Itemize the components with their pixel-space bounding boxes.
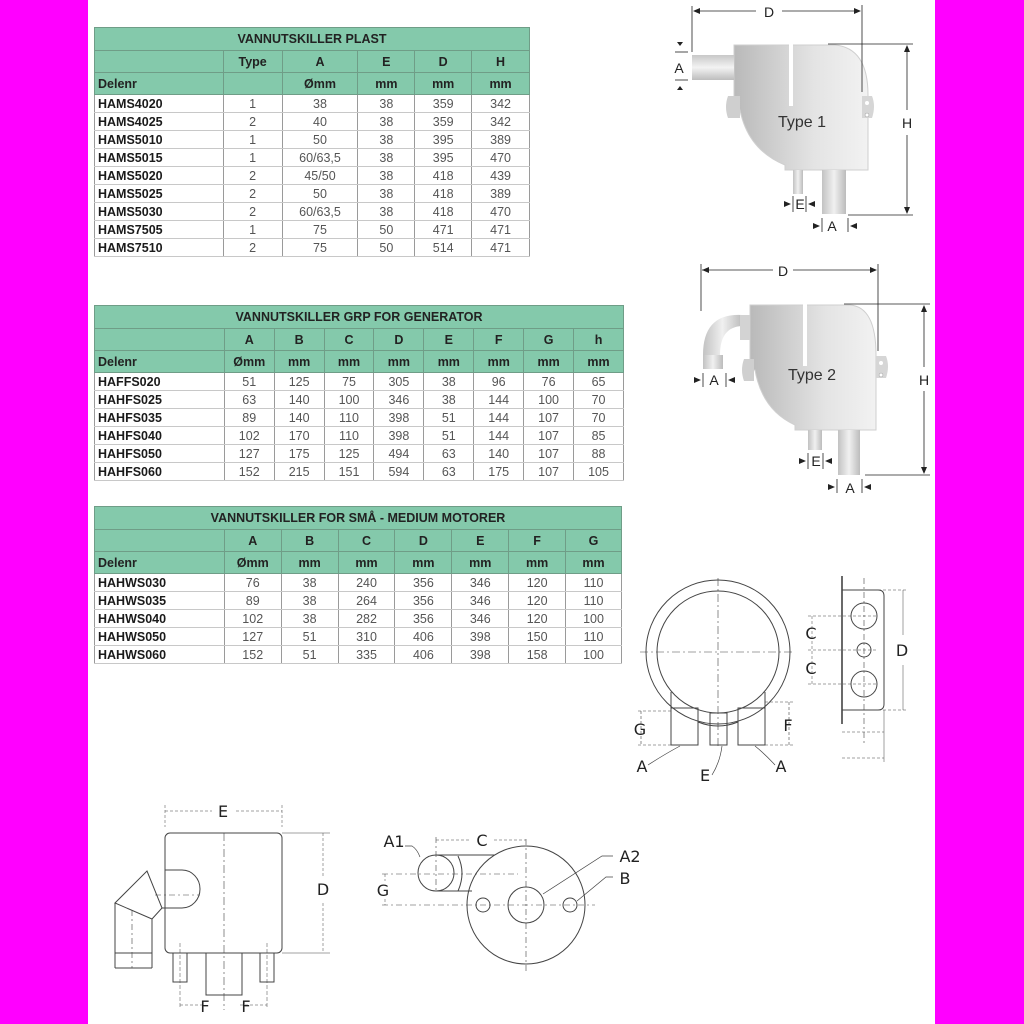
table-cell: 63: [424, 445, 474, 463]
table-cell: 170: [274, 427, 324, 445]
dim-d: D: [777, 263, 789, 279]
table-cell: 38: [358, 149, 415, 167]
header-delenr: Delenr: [95, 351, 225, 373]
table-cell: 89: [224, 409, 274, 427]
part-number: HAMS7510: [95, 239, 224, 257]
table-cell: 406: [395, 628, 452, 646]
table-cell: 398: [374, 409, 424, 427]
table-cell: 418: [415, 203, 472, 221]
column-unit: mm: [415, 73, 472, 95]
column-unit: mm: [324, 351, 374, 373]
table-cell: 406: [395, 646, 452, 664]
table-cell: 38: [358, 113, 415, 131]
table-cell: 127: [224, 445, 274, 463]
label-f-right: F: [241, 997, 251, 1016]
table-title: VANNUTSKILLER FOR SMÅ - MEDIUM MOTORER: [95, 507, 622, 530]
table-cell: 494: [374, 445, 424, 463]
column-unit: [223, 73, 282, 95]
table-cell: 240: [338, 574, 395, 592]
table-cell: 50: [282, 185, 358, 203]
table-row: [95, 391, 624, 409]
column-unit: mm: [509, 552, 566, 574]
table-cell: 395: [415, 149, 472, 167]
table-cell: 89: [224, 592, 281, 610]
part-number: HAMS5020: [95, 167, 224, 185]
table-row: [95, 221, 530, 239]
table-row: [95, 574, 622, 592]
table-vannutskiller-grp-generator: [94, 305, 624, 481]
table-row: [95, 185, 530, 203]
table-row: [95, 149, 530, 167]
table-cell: 110: [566, 574, 622, 592]
table-cell: 107: [524, 463, 574, 481]
table-cell: 38: [281, 610, 338, 628]
label-c: C: [476, 831, 488, 850]
label-e: E: [217, 802, 229, 821]
diagram-generator-side-view: [100, 795, 360, 1020]
table-cell: 100: [566, 646, 622, 664]
table-cell: 120: [509, 610, 566, 628]
part-number: HAHFS060: [95, 463, 225, 481]
table-cell: 264: [338, 592, 395, 610]
label-a-right: A: [775, 757, 787, 776]
table-title: VANNUTSKILLER PLAST: [95, 28, 530, 51]
part-number: HAHFS035: [95, 409, 225, 427]
table-row: [95, 445, 624, 463]
part-number: HAMS7505: [95, 221, 224, 239]
table-cell: 60/63,5: [282, 149, 358, 167]
part-number: HAHWS030: [95, 574, 225, 592]
column-header: C: [338, 530, 395, 552]
table-cell: 120: [509, 574, 566, 592]
table-cell: 38: [281, 592, 338, 610]
table-cell: 51: [281, 628, 338, 646]
column-unit: mm: [566, 552, 622, 574]
column-header: Type: [223, 51, 282, 73]
part-number: HAHFS040: [95, 427, 225, 445]
table-cell: 310: [338, 628, 395, 646]
table-cell: 1: [223, 95, 282, 113]
column-header: B: [281, 530, 338, 552]
table-cell: 158: [509, 646, 566, 664]
column-header: A: [282, 51, 358, 73]
label-g: G: [376, 881, 390, 900]
table-cell: 60/63,5: [282, 203, 358, 221]
table-cell: 152: [224, 463, 274, 481]
table-cell: 470: [472, 203, 530, 221]
table-cell: 356: [395, 574, 452, 592]
label-a1: A1: [383, 832, 405, 851]
table-cell: 51: [424, 427, 474, 445]
table-row: [95, 95, 530, 113]
table-cell: 175: [474, 463, 524, 481]
table-cell: 50: [358, 239, 415, 257]
label-c-lower: C: [805, 659, 817, 678]
dim-e: E: [811, 453, 821, 469]
table-cell: 75: [324, 373, 374, 391]
table-cell: 110: [324, 409, 374, 427]
table-cell: 76: [524, 373, 574, 391]
table-cell: 38: [424, 391, 474, 409]
table-row: [95, 628, 622, 646]
type-label: Type 2: [787, 367, 837, 384]
table-cell: 359: [415, 113, 472, 131]
table-cell: 215: [274, 463, 324, 481]
header-delenr: Delenr: [95, 552, 225, 574]
label-f-left: F: [200, 997, 210, 1016]
diagram-type1: [660, 0, 930, 250]
dim-a-outlet: A: [827, 218, 837, 234]
table-cell: 110: [566, 592, 622, 610]
diagram-generator-top-view: [370, 815, 670, 1015]
label-g: G: [633, 720, 647, 739]
label-d: D: [316, 880, 330, 899]
table-cell: 70: [574, 391, 624, 409]
table-cell: 398: [374, 427, 424, 445]
table-cell: 50: [358, 221, 415, 239]
table-row: [95, 113, 530, 131]
label-e: E: [699, 766, 711, 785]
column-header: C: [324, 329, 374, 351]
table-cell: 63: [424, 463, 474, 481]
column-header: h: [574, 329, 624, 351]
table-cell: 335: [338, 646, 395, 664]
table-cell: 107: [524, 427, 574, 445]
column-header: F: [474, 329, 524, 351]
table-cell: 305: [374, 373, 424, 391]
table-cell: 1: [223, 221, 282, 239]
table-cell: 40: [282, 113, 358, 131]
table-cell: 346: [452, 592, 509, 610]
column-unit: mm: [274, 351, 324, 373]
table-vannutskiller-sma-medium-motorer: [94, 506, 622, 664]
table-cell: 38: [358, 203, 415, 221]
header-blank: [95, 530, 225, 552]
dim-h: H: [901, 115, 913, 131]
table-vannutskiller-plast: [94, 27, 530, 257]
table-cell: 51: [224, 373, 274, 391]
table-cell: 144: [474, 409, 524, 427]
column-unit: mm: [424, 351, 474, 373]
table-cell: 38: [281, 574, 338, 592]
part-number: HAHFS025: [95, 391, 225, 409]
table-cell: 75: [282, 239, 358, 257]
table-cell: 38: [424, 373, 474, 391]
table-row: [95, 239, 530, 257]
table-cell: 100: [524, 391, 574, 409]
dim-d: D: [763, 4, 775, 20]
table-cell: 439: [472, 167, 530, 185]
table-cell: 105: [574, 463, 624, 481]
table-row: [95, 203, 530, 221]
table-cell: 398: [452, 646, 509, 664]
table-cell: 45/50: [282, 167, 358, 185]
table-cell: 38: [282, 95, 358, 113]
table-cell: 107: [524, 445, 574, 463]
table-cell: 75: [282, 221, 358, 239]
table-cell: 389: [472, 185, 530, 203]
column-unit: mm: [474, 351, 524, 373]
dim-a-inlet: A: [709, 372, 719, 388]
column-header: E: [358, 51, 415, 73]
table-cell: 395: [415, 131, 472, 149]
table-cell: 120: [509, 592, 566, 610]
label-a-left: A: [636, 757, 648, 776]
table-cell: 85: [574, 427, 624, 445]
part-number: HAMS4025: [95, 113, 224, 131]
column-unit: Ømm: [282, 73, 358, 95]
table-row: [95, 167, 530, 185]
column-unit: mm: [374, 351, 424, 373]
part-number: HAHWS050: [95, 628, 225, 646]
table-cell: 140: [274, 409, 324, 427]
dim-h: H: [918, 372, 930, 388]
table-cell: 346: [452, 610, 509, 628]
table-row: [95, 427, 624, 445]
table-cell: 471: [472, 221, 530, 239]
table-cell: 2: [223, 113, 282, 131]
table-cell: 2: [223, 239, 282, 257]
column-header: A: [224, 329, 274, 351]
table-cell: 356: [395, 592, 452, 610]
table-cell: 50: [282, 131, 358, 149]
column-header: H: [472, 51, 530, 73]
diagram-front-side-view: [620, 570, 920, 790]
table-row: [95, 131, 530, 149]
column-unit: mm: [338, 552, 395, 574]
part-number: HAFFS020: [95, 373, 225, 391]
table-cell: 102: [224, 427, 274, 445]
table-cell: 175: [274, 445, 324, 463]
label-b: B: [619, 869, 631, 888]
table-cell: 1: [223, 149, 282, 167]
dim-a-inlet: A: [674, 60, 684, 76]
table-row: [95, 463, 624, 481]
table-cell: 356: [395, 610, 452, 628]
label-c-upper: C: [805, 624, 817, 643]
type-label: Type 1: [777, 114, 827, 131]
table-cell: 88: [574, 445, 624, 463]
table-cell: 38: [358, 95, 415, 113]
column-header: G: [566, 530, 622, 552]
table-cell: 282: [338, 610, 395, 628]
table-cell: 418: [415, 167, 472, 185]
table-cell: 514: [415, 239, 472, 257]
column-header: E: [452, 530, 509, 552]
table-cell: 100: [566, 610, 622, 628]
column-header: B: [274, 329, 324, 351]
part-number: HAMS5010: [95, 131, 224, 149]
table-cell: 470: [472, 149, 530, 167]
table-row: [95, 610, 622, 628]
diagram-type2: [680, 255, 940, 505]
table-cell: 110: [566, 628, 622, 646]
table-cell: 2: [223, 203, 282, 221]
table-row: [95, 646, 622, 664]
column-unit: mm: [358, 73, 415, 95]
column-unit: mm: [452, 552, 509, 574]
table-cell: 418: [415, 185, 472, 203]
table-cell: 1: [223, 131, 282, 149]
column-header: D: [374, 329, 424, 351]
table-cell: 127: [224, 628, 281, 646]
column-unit: mm: [574, 351, 624, 373]
table-cell: 63: [224, 391, 274, 409]
table-cell: 76: [224, 574, 281, 592]
table-row: [95, 373, 624, 391]
table-cell: 2: [223, 167, 282, 185]
part-number: HAMS4020: [95, 95, 224, 113]
column-header: F: [509, 530, 566, 552]
table-cell: 342: [472, 113, 530, 131]
table-cell: 398: [452, 628, 509, 646]
table-cell: 471: [472, 239, 530, 257]
table-cell: 38: [358, 131, 415, 149]
table-cell: 152: [224, 646, 281, 664]
table-cell: 100: [324, 391, 374, 409]
part-number: HAHWS060: [95, 646, 225, 664]
table-cell: 110: [324, 427, 374, 445]
table-row: [95, 409, 624, 427]
table-cell: 346: [374, 391, 424, 409]
column-unit: Ømm: [224, 552, 281, 574]
column-header: D: [395, 530, 452, 552]
table-cell: 342: [472, 95, 530, 113]
table-row: [95, 592, 622, 610]
header-delenr: Delenr: [95, 73, 224, 95]
part-number: HAMS5015: [95, 149, 224, 167]
dim-e: E: [795, 196, 805, 212]
table-cell: 140: [474, 445, 524, 463]
table-cell: 2: [223, 185, 282, 203]
table-cell: 51: [424, 409, 474, 427]
table-cell: 38: [358, 167, 415, 185]
table-cell: 125: [324, 445, 374, 463]
table-cell: 70: [574, 409, 624, 427]
table-cell: 471: [415, 221, 472, 239]
table-cell: 594: [374, 463, 424, 481]
table-cell: 150: [509, 628, 566, 646]
table-cell: 65: [574, 373, 624, 391]
column-unit: mm: [395, 552, 452, 574]
part-number: HAHFS050: [95, 445, 225, 463]
column-unit: mm: [472, 73, 530, 95]
label-a2: A2: [619, 847, 641, 866]
dim-a-outlet: A: [845, 480, 855, 496]
column-header: A: [224, 530, 281, 552]
table-cell: 151: [324, 463, 374, 481]
table-cell: 51: [281, 646, 338, 664]
column-header: G: [524, 329, 574, 351]
column-unit: mm: [281, 552, 338, 574]
table-cell: 96: [474, 373, 524, 391]
label-d: D: [895, 641, 909, 660]
part-number: HAMS5025: [95, 185, 224, 203]
table-cell: 389: [472, 131, 530, 149]
header-blank: [95, 329, 225, 351]
part-number: HAHWS035: [95, 592, 225, 610]
table-cell: 107: [524, 409, 574, 427]
table-cell: 359: [415, 95, 472, 113]
table-cell: 125: [274, 373, 324, 391]
table-cell: 102: [224, 610, 281, 628]
table-cell: 144: [474, 427, 524, 445]
column-unit: Ømm: [224, 351, 274, 373]
column-unit: mm: [524, 351, 574, 373]
column-header: E: [424, 329, 474, 351]
table-title: VANNUTSKILLER GRP FOR GENERATOR: [95, 306, 624, 329]
part-number: HAHWS040: [95, 610, 225, 628]
part-number: HAMS5030: [95, 203, 224, 221]
label-f: F: [783, 716, 793, 735]
table-cell: 144: [474, 391, 524, 409]
column-header: D: [415, 51, 472, 73]
table-cell: 346: [452, 574, 509, 592]
header-blank: [95, 51, 224, 73]
table-cell: 38: [358, 185, 415, 203]
table-cell: 140: [274, 391, 324, 409]
